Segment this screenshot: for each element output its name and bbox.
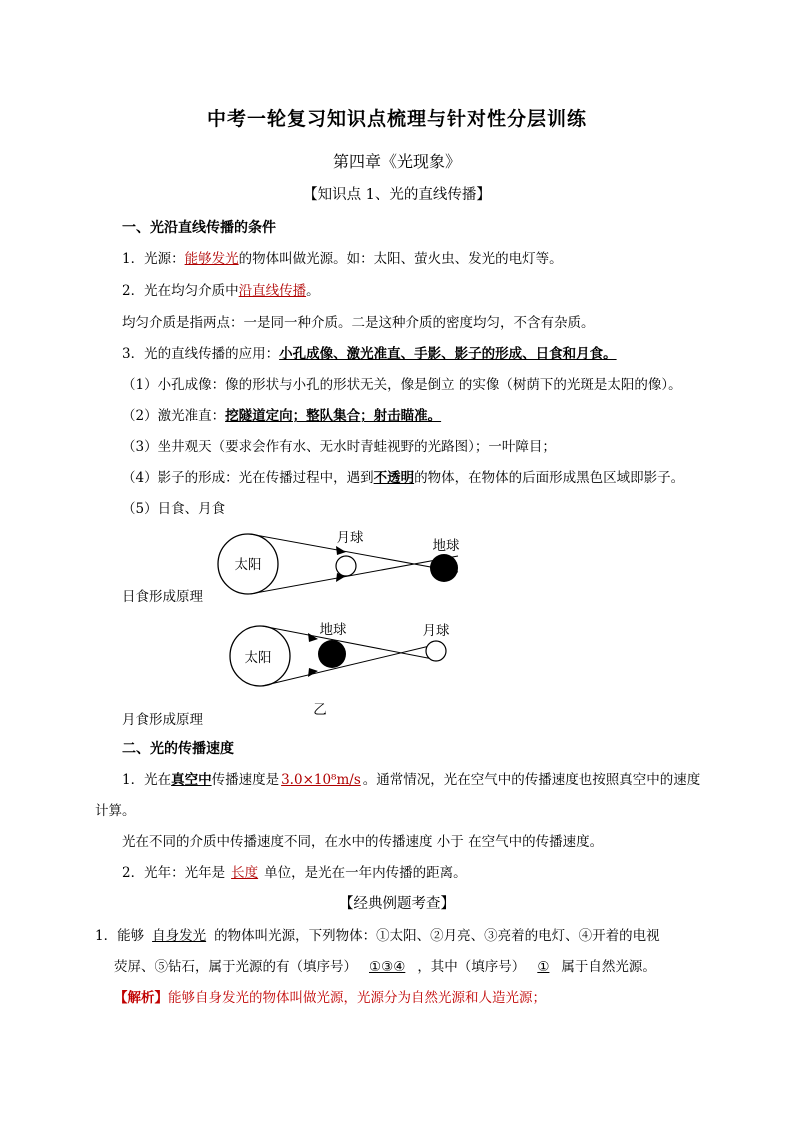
answer-fill: 挖隧道定向；整队集合；射击瞄准。: [225, 408, 442, 424]
answer-fill: 能够发光: [184, 251, 239, 267]
moon-circle: [426, 641, 446, 661]
solar-eclipse-caption: 日食形成原理: [122, 589, 203, 605]
question-1-analysis: [114, 986, 546, 1006]
text-line-speed-cont: 计算。: [95, 803, 136, 819]
text-line-light-source: 1．光源：能够发光的物体叫做光源。如：太阳、萤火虫、发光的电灯等。: [122, 251, 563, 267]
text-line-speed-media: 光在不同的介质中传播速度不同，在水中的传播速度 小于 在空气中的传播速度。: [122, 834, 604, 850]
question-1-line-1: 1．能够 自身发光 的物体叫光源，下列物体：①太阳、②月亮、③亮着的电灯、④开着的电视: [95, 928, 660, 944]
analysis-tag: 【解析】: [114, 990, 168, 1006]
arrow-icon: [308, 633, 318, 642]
answer-fill: 长度: [231, 865, 259, 881]
text-line-pinhole: （1）小孔成像：像的形状与小孔的形状无关，像是倒立 的实像（树荫下的光斑是太阳的像）。: [122, 377, 682, 393]
lunar-eclipse-caption: 月食形成原理: [122, 712, 203, 728]
emphasis-text: 真空中: [171, 772, 212, 788]
sun-label: 太阳: [244, 650, 272, 666]
section-heading-1: 一、光沿直线传播的条件: [122, 220, 276, 236]
earth-label: 地球: [319, 622, 347, 638]
answer-fill: 沿直线传播: [238, 283, 307, 299]
earth-circle: [430, 554, 458, 582]
diagram-mark: 乙: [313, 702, 327, 718]
question-1-line-2: 荧屏、⑤钻石，属于光源的有（填序号） ①③④ ，其中（填序号） ① 属于自然光源。: [114, 959, 656, 975]
text-line-laser: （2）激光准直：挖隧道定向；整队集合；射击瞄准。: [122, 408, 442, 424]
answer-fill: 3.0×10⁸m/s: [281, 772, 361, 788]
text-line-uniform-definition: 均匀介质是指两点：一是同一种介质。二是这种介质的密度均匀，不含有杂质。: [122, 315, 595, 331]
text-line-eclipse: （5）日食、月食: [122, 501, 226, 517]
page-title: 中考一轮复习知识点梳理与针对性分层训练: [206, 108, 587, 130]
examples-heading: 【经典例题考查】: [339, 896, 455, 912]
text-line-shadow: （4）影子的形成：光在传播过程中，遇到不透明的物体，在物体的后面形成黑色区域即影子。: [122, 470, 685, 486]
knowledge-point-heading: 【知识点 1、光的直线传播】: [303, 187, 491, 203]
text-line-light-year: 2．光年：光年是 长度 单位，是光在一年内传播的距离。: [122, 865, 467, 881]
text-line-applications: 3．光的直线传播的应用：小孔成像、激光准直、手影、影子的形成、日食和月食。: [122, 346, 617, 362]
solar-eclipse-diagram: [218, 530, 460, 594]
sun-label: 太阳: [234, 557, 262, 573]
text-line-uniform-medium: 2．光在均匀介质中沿直线传播。: [122, 283, 320, 299]
answer-fill: ①③④: [369, 959, 406, 975]
moon-circle: [336, 556, 356, 576]
chapter-title: 第四章《光现象》: [332, 152, 461, 171]
answer-fill: 不透明: [373, 470, 415, 486]
lunar-eclipse-diagram: [230, 621, 450, 718]
earth-label: 地球: [432, 538, 460, 554]
analysis-text: 能够自身发光的物体叫做光源，光源分为自然光源和人造光源；: [168, 990, 546, 1006]
moon-label: 月球: [422, 623, 450, 639]
answer-fill: 小孔成像、激光准直、手影、影子的形成、日食和月食。: [279, 346, 617, 362]
text-line-speed: 1．光在真空中传播速度是 3.0×10⁸m/s 。通常情况，光在空气中的传播速度也按照真空中的速度: [122, 772, 701, 788]
arrow-icon: [336, 546, 346, 555]
answer-fill: ①: [537, 959, 550, 975]
text-line-well: （3）坐井观天（要求会作有水、无水时青蛙视野的光路图）；一叶障目；: [122, 439, 556, 455]
earth-circle: [318, 640, 346, 668]
answer-fill: 自身发光: [152, 928, 207, 944]
moon-label: 月球: [336, 530, 364, 546]
section-heading-2: 二、光的传播速度: [122, 741, 234, 757]
